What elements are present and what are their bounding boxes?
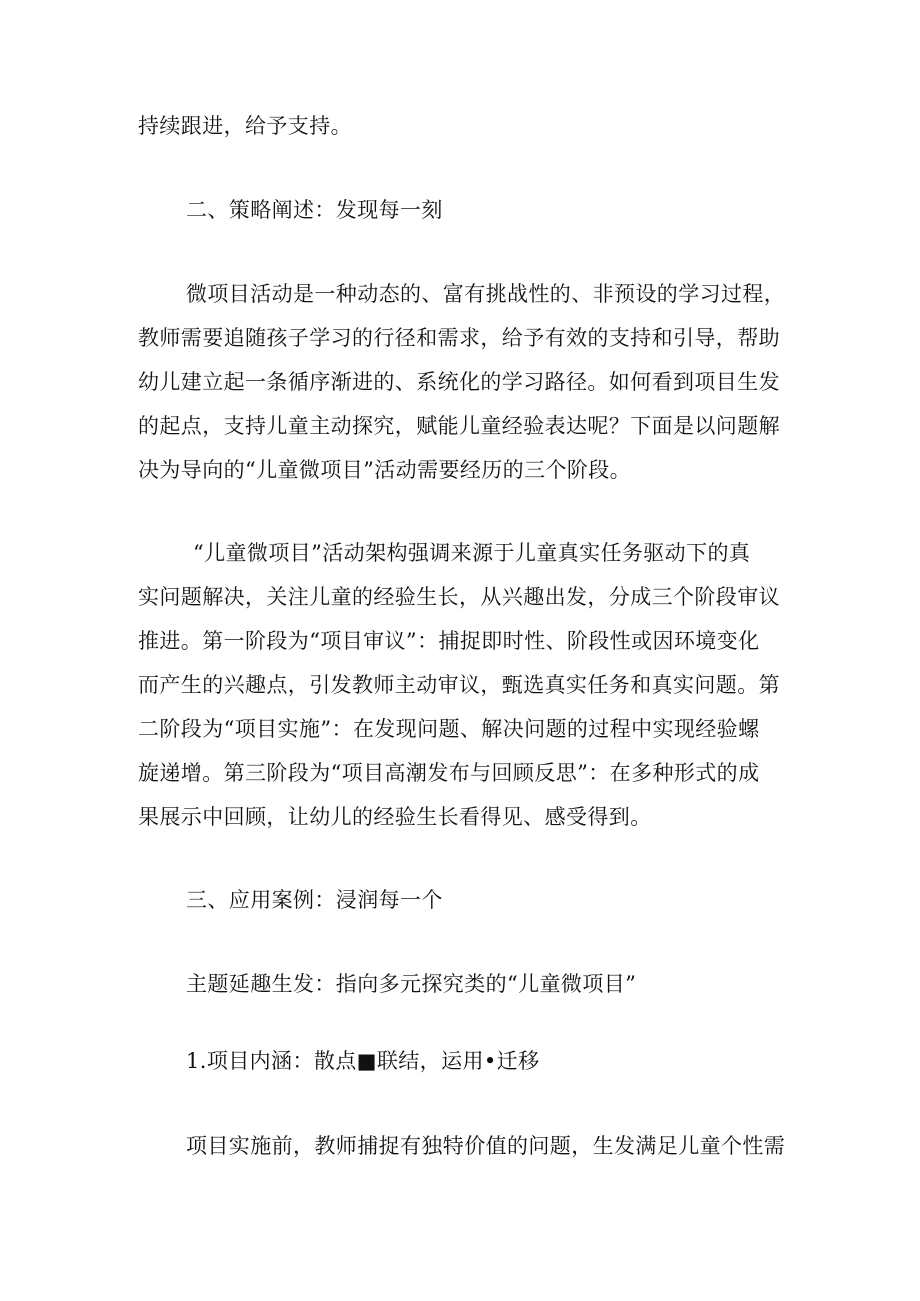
section-heading-3: 三、应用案例：浸润每一个: [186, 888, 443, 912]
paragraph-1-line-2: 教师需要追随孩子学习的行径和需求，给予有效的支持和引导，帮助: [138, 326, 780, 350]
subheading-project-connotation: 1.项目内涵：散点■联结，运用•迁移: [186, 1049, 540, 1073]
paragraph-1-line-4: 的起点，支持儿童主动探究，赋能儿童经验表达呢？下面是以问题解: [138, 414, 780, 438]
paragraph-1-line-1: 微项目活动是一种动态的、富有挑战性的、非预设的学习过程，: [186, 282, 786, 306]
paragraph-continuation-line: 持续跟进，给予支持。: [138, 114, 352, 138]
paragraph-2-line-1: “儿童微项目”活动架构强调来源于儿童真实任务驱动下的真: [193, 541, 751, 565]
paragraph-1-line-5: 决为导向的“儿童微项目”活动需要经历的三个阶段。: [138, 458, 632, 482]
subheading-theme: 主题延趣生发：指向多元探究类的“儿童微项目”: [186, 972, 637, 996]
paragraph-2-line-6: 旋递增。第三阶段为“项目高潮发布与回顾反思”：在多种形式的成: [138, 761, 760, 785]
section-heading-2: 二、策略阐述：发现每一刻: [186, 198, 443, 222]
paragraph-2-line-3: 推进。第一阶段为“项目审议”：捕捉即时性、阶段性或因环境变化: [138, 629, 760, 653]
paragraph-2-line-2: 实问题解决，关注儿童的经验生长，从兴趣出发，分成三个阶段审议: [138, 585, 780, 609]
paragraph-2-line-4: 而产生的兴趣点，引发教师主动审议，甄选真实任务和真实问题。第: [138, 673, 780, 697]
paragraph-2-line-5: 二阶段为“项目实施”：在发现问题、解决问题的过程中实现经验螺: [138, 717, 760, 741]
paragraph-3-line-1: 项目实施前，教师捕捉有独特价值的问题，生发满足儿童个性需: [186, 1134, 786, 1158]
paragraph-2-line-7: 果展示中回顾，让幼儿的经验生长看得见、感受得到。: [138, 805, 652, 829]
paragraph-1-line-3: 幼儿建立起一条循序渐进的、系统化的学习路径。如何看到项目生发: [138, 370, 780, 394]
